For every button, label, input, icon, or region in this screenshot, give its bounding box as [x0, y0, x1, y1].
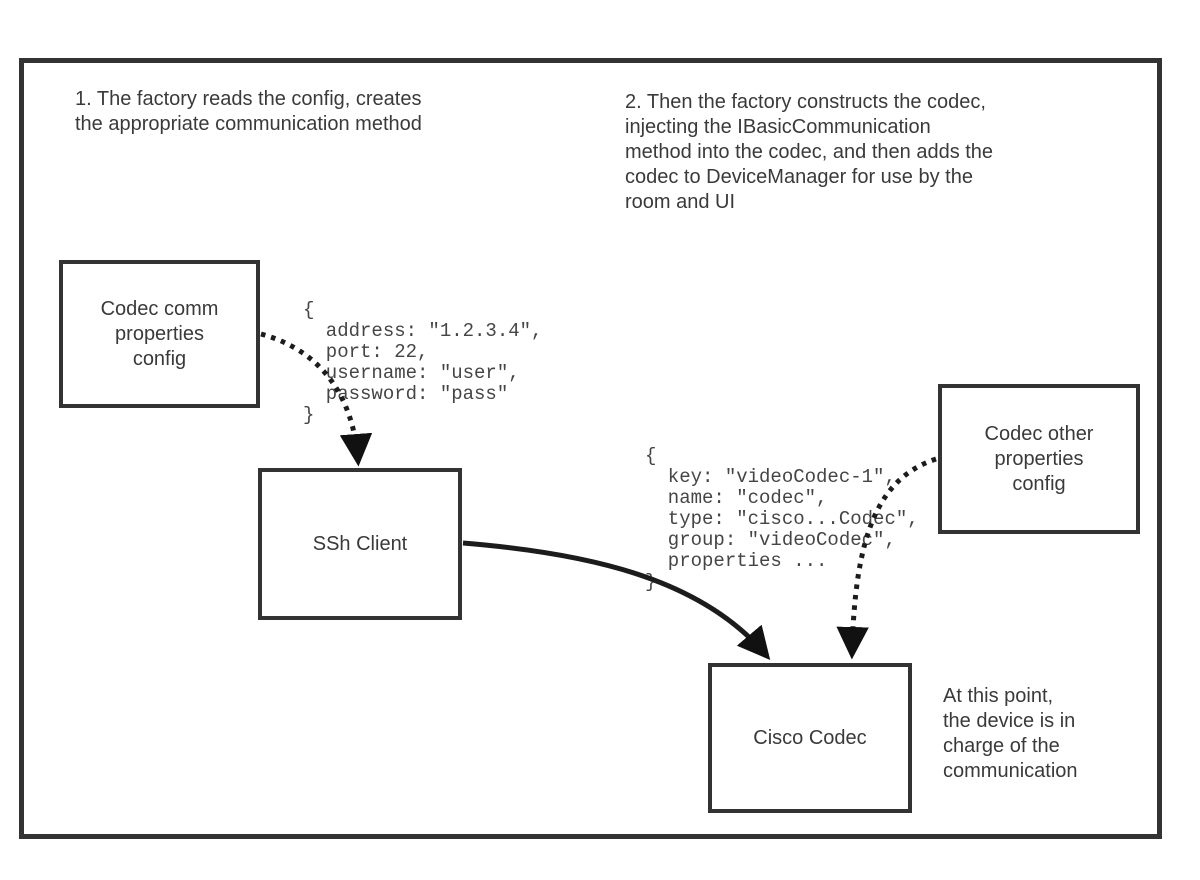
code-block-comm-properties: { address: "1.2.3.4", port: 22, username: "user", password: "pass" } [303, 299, 543, 426]
node-label-cisco-codec: Cisco Codec [753, 726, 867, 749]
annotation-step1: 1. The factory reads the config, creates the appropriate communication method [75, 88, 422, 135]
node-label-ssh-client: SSh Client [312, 532, 408, 555]
node-codec-comm-properties-config [59, 260, 260, 408]
node-ssh-client [258, 468, 462, 620]
annotation-endnote: At this point, the device is in charge of the communication [943, 685, 1078, 782]
node-label-codec-comm-properties-config: Codec comm properties config [100, 297, 219, 370]
node-codec-other-properties-config [938, 384, 1140, 534]
code-block-codec-properties: { key: "videoCodec-1", name: "codec", type: "cisco...Codec", group: "videoCodec", properties ... } [645, 445, 919, 593]
node-label-codec-other-properties-config: Codec other properties config [984, 422, 1094, 495]
node-cisco-codec [708, 663, 912, 813]
annotation-step2: 2. Then the factory constructs the codec, injecting the IBasicCommunication method into the codec, and then adds the codec to DeviceManager for use by the room and UI [625, 91, 994, 213]
